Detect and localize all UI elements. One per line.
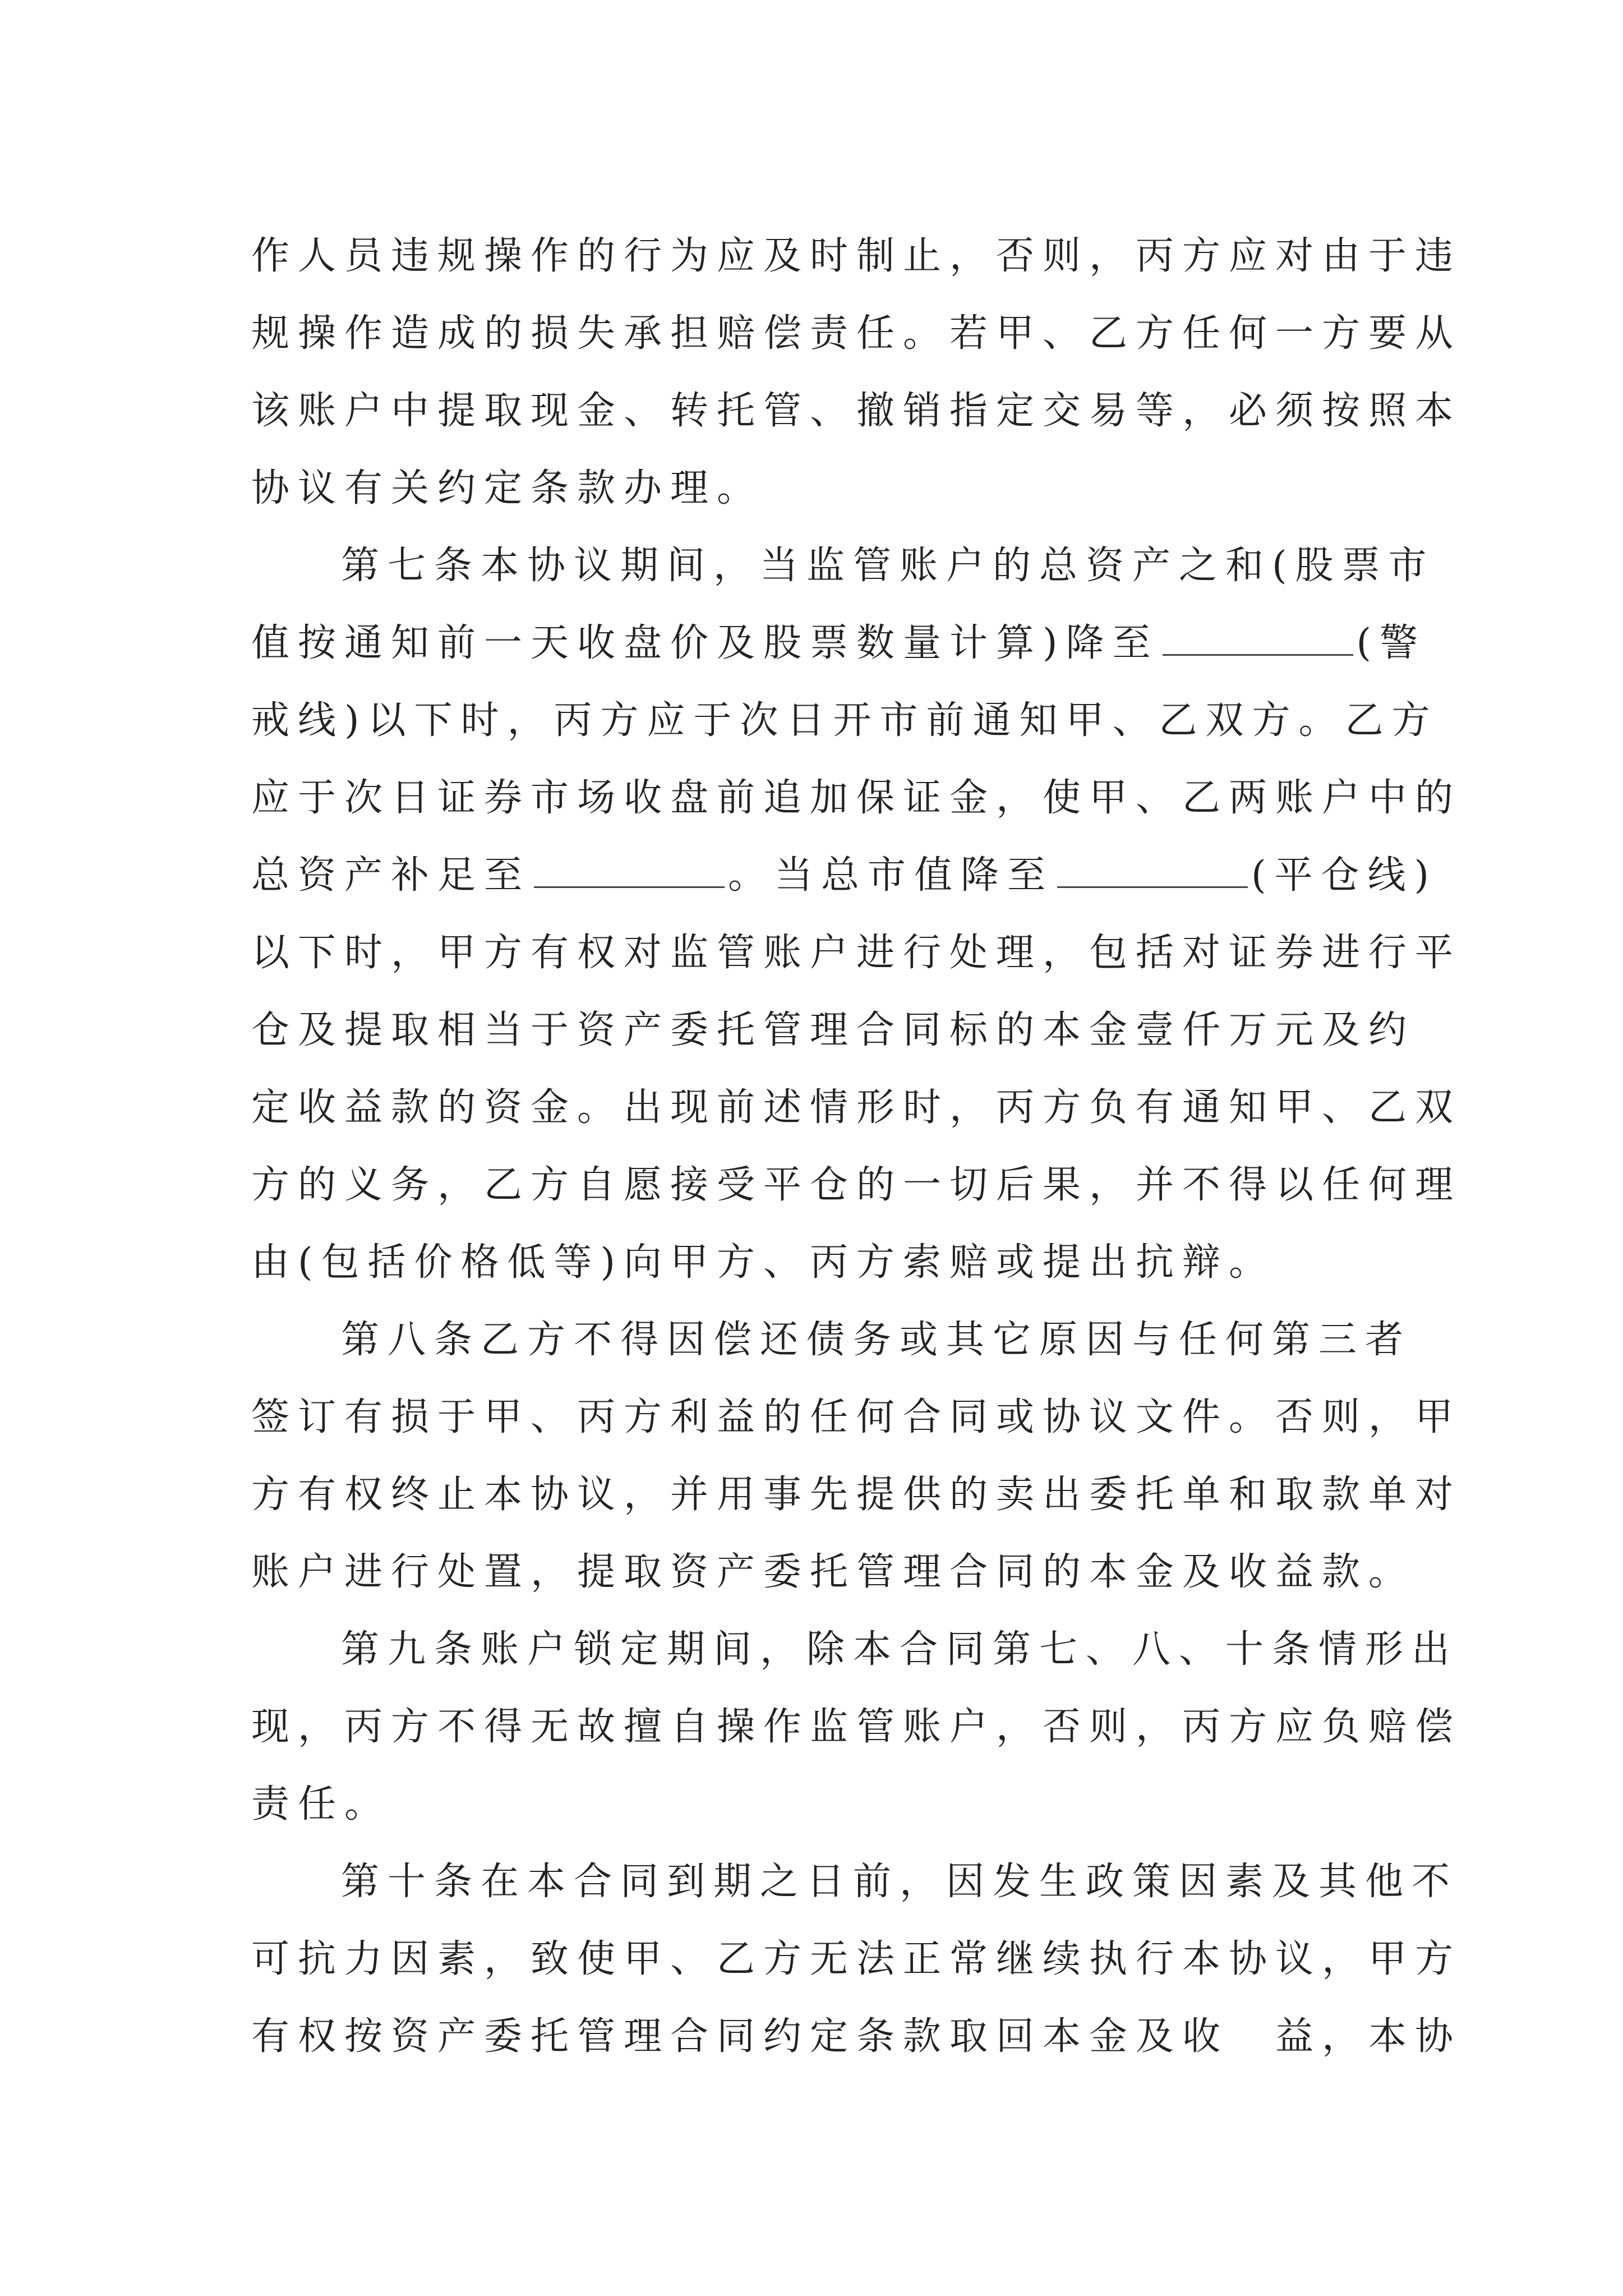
article-7-start: 第七条本协议期间，当监管账户的总资产之和(股票市 xyxy=(341,544,1435,588)
text-line: 方的义务，乙方自愿接受平仓的一切后果，并不得以任何理 xyxy=(251,1163,1462,1207)
text-segment: 总资产补足至 xyxy=(251,853,531,898)
text-line: 签订有损于甲、丙方利益的任何合同或协议文件。否则，甲 xyxy=(251,1395,1462,1439)
text-line: 定收益款的资金。出现前述情形时，丙方负有通知甲、乙双 xyxy=(251,1085,1462,1130)
text-line: 有权按资产委托管理合同约定条款取回本金及收 益，本协 xyxy=(251,2014,1462,2059)
fill-in-blank-total-assets[interactable] xyxy=(534,855,725,888)
text-line: 应于次日证券市场收盘前追加保证金，使甲、乙两账户中的 xyxy=(251,776,1462,820)
text-line: 方有权终止本协议，并用事先提供的卖出委托单和取款单对 xyxy=(251,1473,1462,1517)
text-line: 规操作造成的损失承担赔偿责任。若甲、乙方任何一方要从 xyxy=(251,311,1462,356)
text-line xyxy=(251,837,1438,914)
fill-in-blank-liquidation-line[interactable] xyxy=(1057,855,1248,888)
text-line: 协议有关约定条款办理。 xyxy=(251,466,764,510)
text-segment: 值按通知前一天收盘价及股票数量计算)降至 xyxy=(251,621,1159,665)
text-line: 戒线)以下时，丙方应于次日开市前通知甲、乙双方。乙方 xyxy=(251,698,1438,743)
text-line: 责任。 xyxy=(251,1782,391,1826)
article-9-start: 第九条账户锁定期间，除本合同第七、八、十条情形出 xyxy=(341,1627,1459,1672)
fill-in-blank-warning-line[interactable] xyxy=(1163,623,1353,656)
article-8-start: 第八条乙方不得因偿还债务或其它原因与任何第三者 xyxy=(341,1318,1412,1362)
text-line: 可抗力因素，致使甲、乙方无法正常继续执行本协议，甲方 xyxy=(251,1937,1462,1981)
text-line xyxy=(251,605,1427,682)
text-segment: (警 xyxy=(1356,621,1427,665)
text-segment: 。当总市值降至 xyxy=(728,853,1054,898)
text-line: 该账户中提取现金、转托管、撤销指定交易等，必须按照本 xyxy=(251,389,1462,433)
text-line: 仓及提取相当于资产委托管理合同标的本金壹仟万元及约 xyxy=(251,1008,1415,1052)
text-line: 现，丙方不得无故擅自操作监管账户，否则，丙方应负赔偿 xyxy=(251,1705,1462,1749)
text-line: 以下时，甲方有权对监管账户进行处理，包括对证券进行平 xyxy=(251,931,1462,975)
text-line: 账户进行处置，提取资产委托管理合同的本金及收益款。 xyxy=(251,1550,1415,1594)
text-line: 作人员违规操作的行为应及时制止，否则，丙方应对由于违 xyxy=(251,234,1462,278)
document-body xyxy=(251,218,1462,2076)
text-segment: (平仓线) xyxy=(1251,853,1438,898)
article-10-start: 第十条在本合同到期之日前，因发生政策因素及其他不 xyxy=(341,1860,1459,1904)
text-line: 由(包括价格低等)向甲方、丙方索赔或提出抗辩。 xyxy=(251,1240,1276,1285)
